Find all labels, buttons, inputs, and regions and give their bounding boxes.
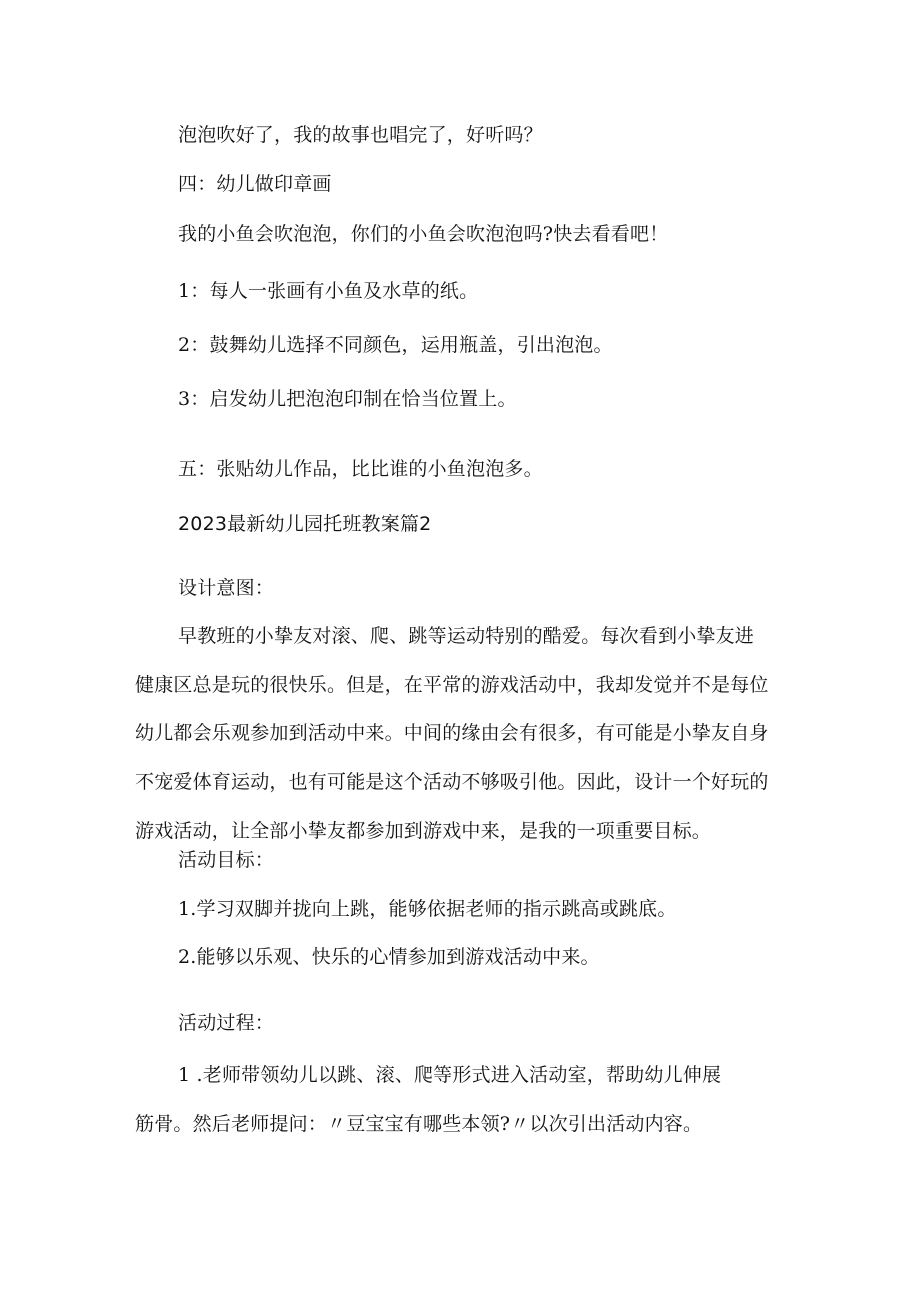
list-item-2: 2：鼓舞幼儿选择不同颜色，运用瓶盖，引出泡泡。: [178, 334, 613, 356]
list-item-3: 3：启发幼儿把泡泡印制在恰当位置上。: [178, 388, 517, 410]
paragraph-line-1: 早教班的小挚友对滚、爬、跳等运动特别的酷爱。每次看到小挚友进: [178, 625, 755, 647]
label-activity-goals: 活动目标：: [178, 849, 275, 871]
paragraph-line-2: 健康区总是玩的很快乐。但是，在平常的游戏活动中，我却发觉并不是每位: [135, 674, 769, 696]
goal-item-1: 1.学习双脚并拢向上跳，能够依据老师的指示跳高或跳底。: [178, 898, 677, 920]
paragraph-line-4: 不宠爱体育运动，也有可能是这个活动不够吸引他。因此，设计一个好玩的: [135, 771, 769, 793]
text-line-3: 我的小鱼会吹泡泡，你们的小鱼会吹泡泡吗?快去看看吧！: [178, 223, 669, 245]
list-item-1: 1：每人一张画有小鱼及水草的纸。: [178, 280, 479, 302]
section-heading-4: 四：幼儿做印章画: [178, 173, 332, 195]
text-line-1: 泡泡吹好了，我的故事也唱完了，好听吗？: [178, 124, 543, 146]
label-activity-process: 活动过程：: [178, 1012, 275, 1034]
process-line-1: 1 .老师带领幼儿以跳、滚、爬等形式进入活动室，帮助幼儿伸展: [178, 1064, 722, 1086]
chapter-title: 2023最新幼儿园托班教案篇2: [178, 513, 432, 535]
goal-item-2: 2.能够以乐观、快乐的心情参加到游戏活动中来。: [178, 946, 600, 968]
paragraph-line-5: 游戏活动，让全部小挚友都参加到游戏中来，是我的一项重要目标。: [135, 820, 712, 842]
label-design-intent: 设计意图：: [178, 577, 275, 599]
paragraph-line-3: 幼儿都会乐观参加到活动中来。中间的缘由会有很多，有可能是小挚友自身: [135, 722, 769, 744]
process-line-2: 筋骨。然后老师提问：〃豆宝宝有哪些本领?〃以次引出活动内容。: [135, 1113, 703, 1135]
section-heading-5: 五：张贴幼儿作品，比比谁的小鱼泡泡多。: [178, 458, 543, 480]
